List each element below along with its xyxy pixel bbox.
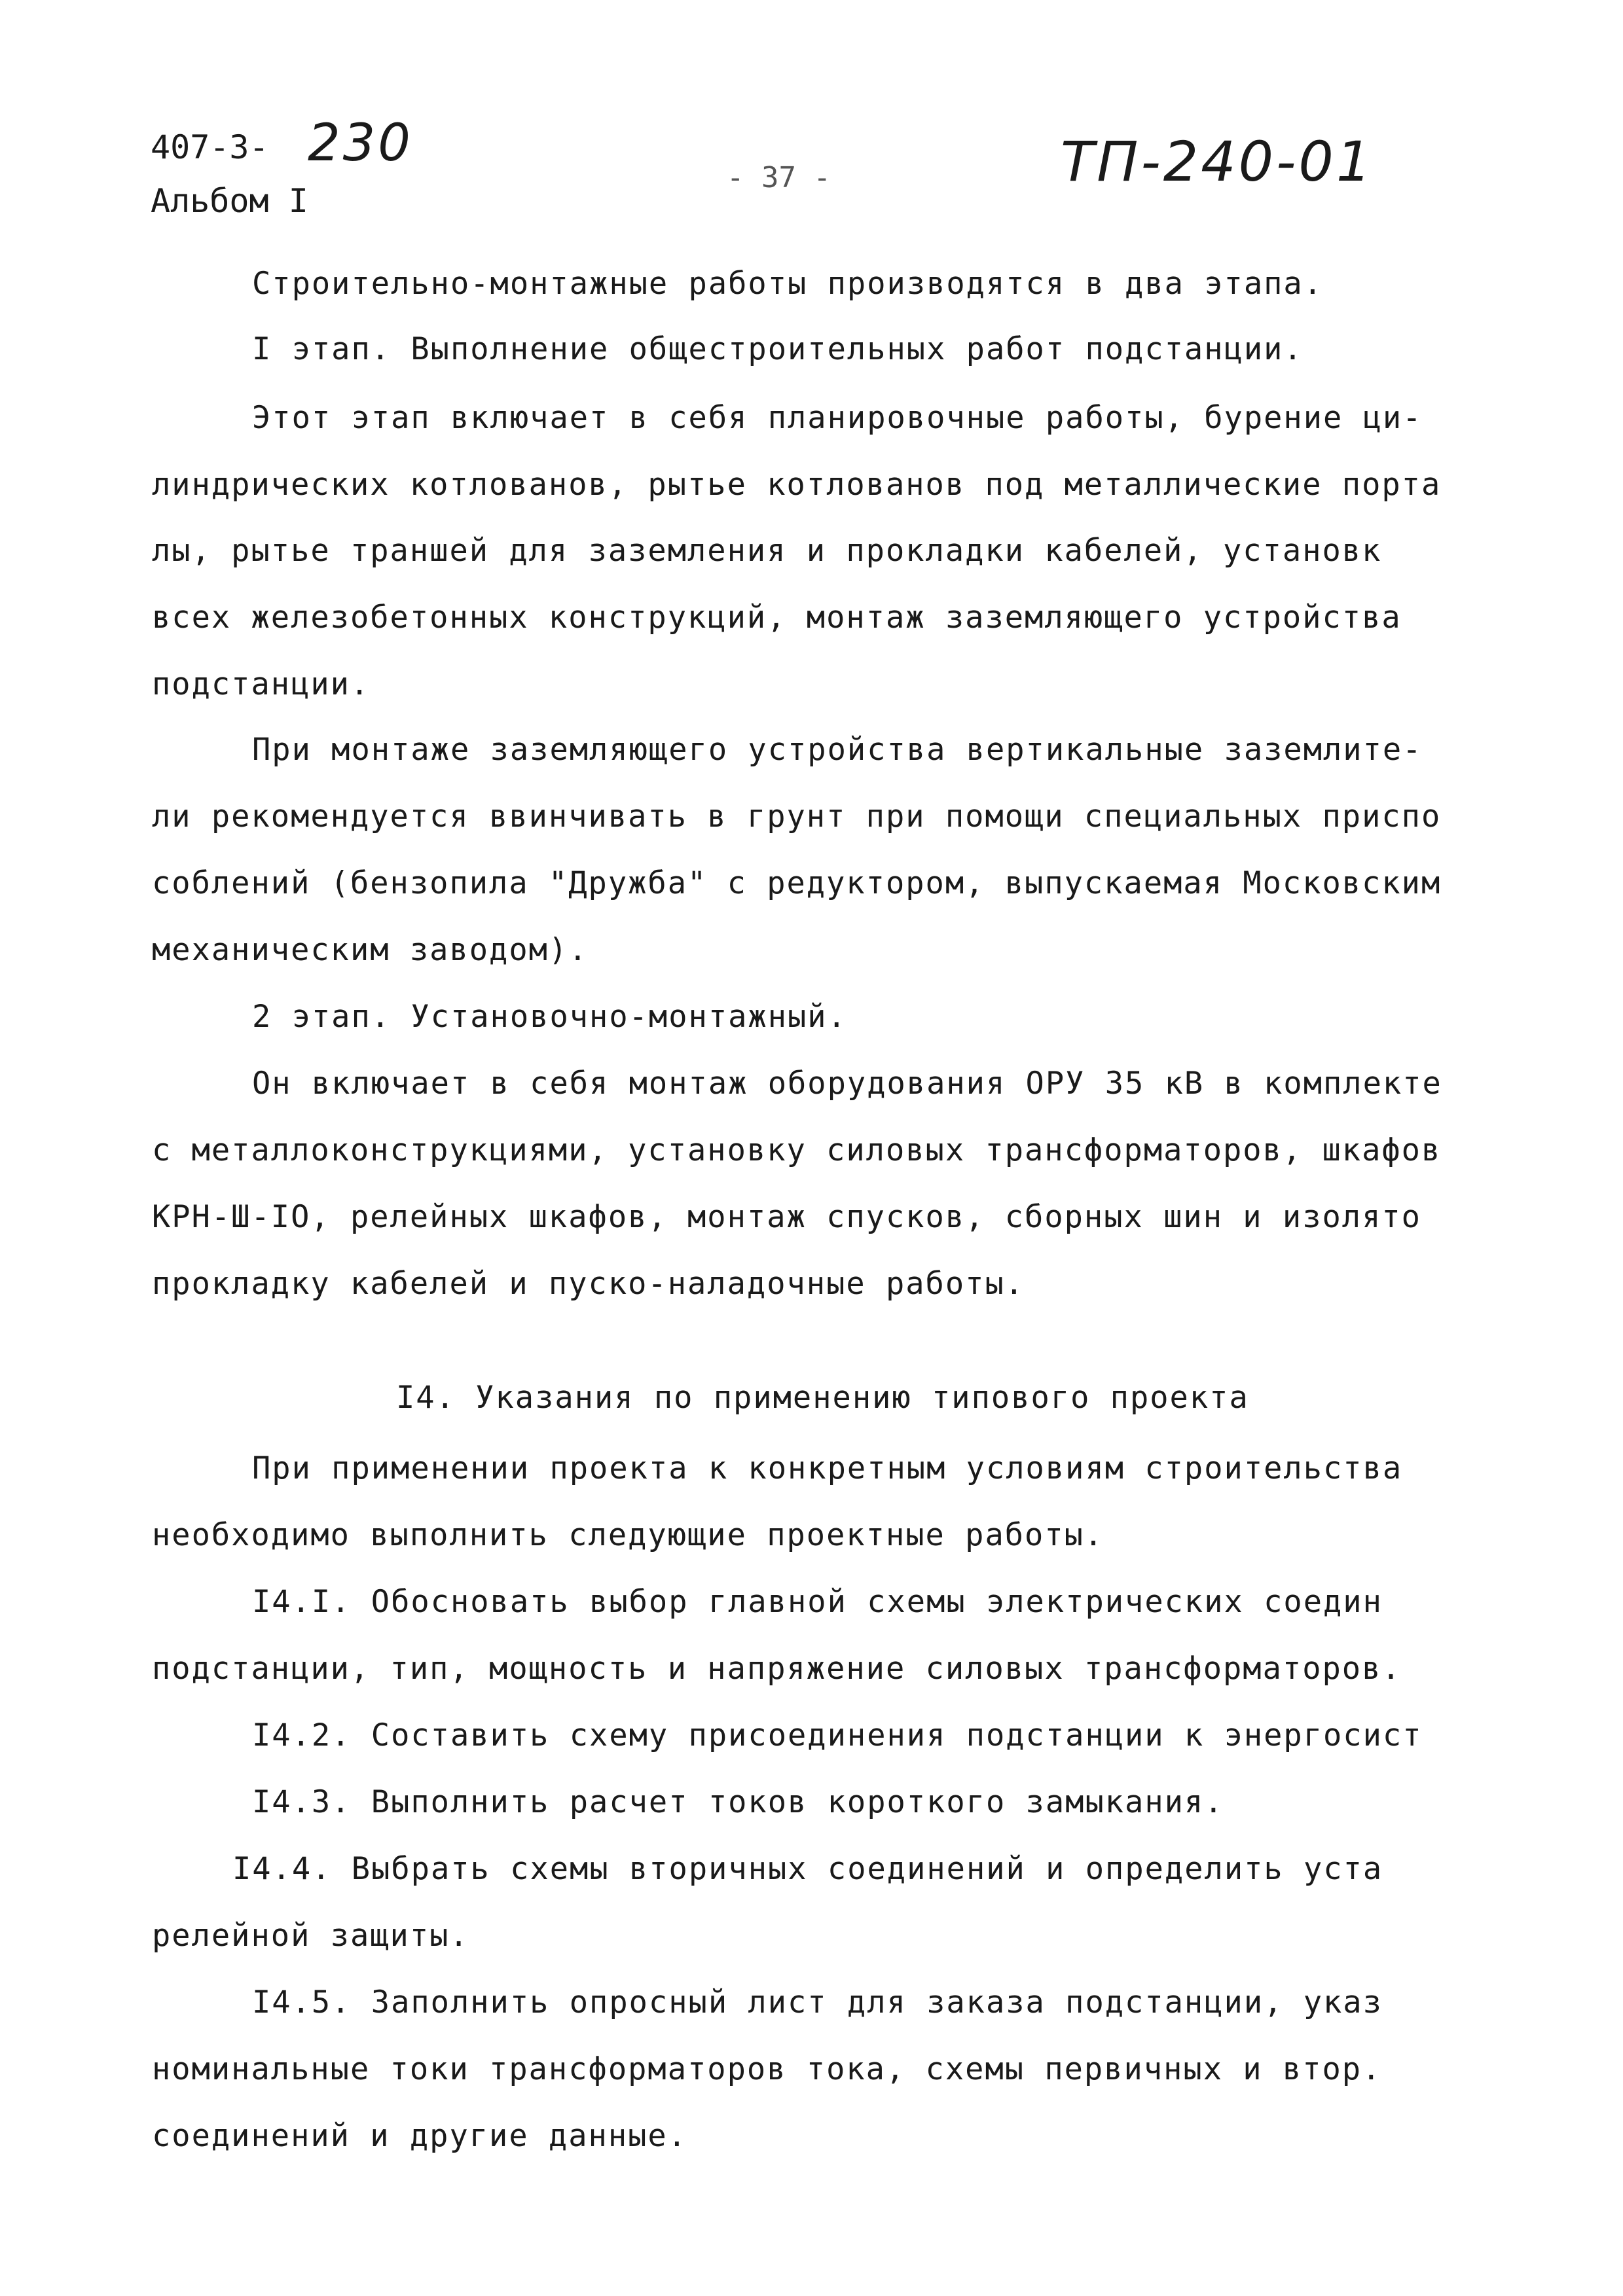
stage-1-text-line: линдрических котлованов, рытье котлованов под металлические порта [152,467,1442,503]
section-14-intro-line: необходимо выполнить следующие проектные работы. [152,1517,1104,1553]
section-14-title: I4. Указания по применению типового проекта [396,1380,1249,1416]
grounding-text-line: При монтаже заземляющего устройства вертикальные заземлите- [252,732,1423,768]
stage-2-text-line: КРН-Ш-IO, релейных шкафов, монтаж спусков, сборных шин и изолято [152,1199,1421,1235]
stage-2-text-line: с металлоконструкциями, установку силовых трансформаторов, шкафов [152,1132,1442,1168]
stage-1-text-line: всех железобетонных конструкций, монтаж заземляющего устройства [152,600,1402,636]
grounding-text-line: соблений (бензопила "Дружба" с редуктором, выпускаемая Московским [152,865,1442,901]
page-number: - 37 - [727,161,831,194]
item-14-2: I4.2. Составить схему присоединения подстанции к энергосист [252,1717,1423,1753]
grounding-text-line: ли рекомендуется ввинчивать в грунт при помощи специальных приспо [152,798,1442,834]
item-14-1-line: I4.I. Обосновать выбор главной схемы электрических соедин [252,1584,1383,1620]
grounding-text-line: механическим заводом). [152,932,589,968]
item-14-4-line: I4.4. Выбрать схемы вторичных соединений и определить уста [232,1851,1383,1887]
stage-1-heading: I этап. Выполнение общестроительных работ подстанции. [252,331,1304,367]
series-code: 407-3- [151,128,269,166]
item-14-5-line: I4.5. Заполнить опросный лист для заказа подстанции, указ [252,1984,1383,2020]
item-14-5-line: соединений и другие данные. [152,2118,688,2154]
paragraph-stages: Строительно-монтажные работы производятся в два этапа. [252,266,1324,302]
stage-2-text-line: Он включает в себя монтаж оборудования ОРУ 35 кВ в комплекте [252,1066,1442,1102]
stage-2-text-line: прокладку кабелей и пуско-наладочные работы. [152,1266,1025,1302]
stage-2-heading: 2 этап. Установочно-монтажный. [252,999,847,1035]
item-14-4-line: релейной защиты. [152,1918,469,1954]
album-label: Альбом I [151,182,308,220]
item-14-3: I4.3. Выполнить расчет токов короткого замыкания. [252,1784,1224,1820]
stage-1-text-line: лы, рытье траншей для заземления и прокладки кабелей, установк [152,533,1382,569]
stage-1-text-line: Этот этап включает в себя планировочные работы, бурение ци- [252,400,1423,436]
stage-1-text-line: подстанции. [152,666,371,702]
item-14-5-line: номинальные токи трансформаторов тока, схемы первичных и втор. [152,2051,1382,2087]
issue-number-handwritten: 230 [308,114,413,173]
section-14-intro-line: При применении проекта к конкретным условиям строительства [252,1450,1403,1486]
project-code-handwritten: ТП-240-01 [1061,130,1374,194]
item-14-1-line: подстанции, тип, мощность и напряжение силовых трансформаторов. [152,1651,1402,1687]
